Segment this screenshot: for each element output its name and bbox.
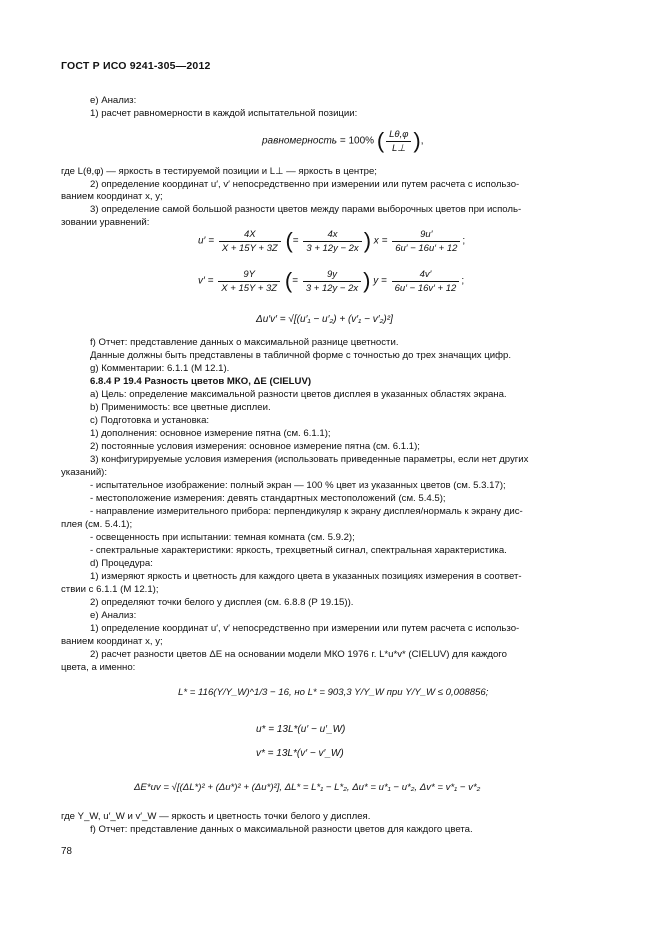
text-line: ванием координат x, y;: [61, 191, 163, 202]
text-line: - спектральные характеристики: яркость, трехцветный сигнал, спектральная характеристика.: [90, 545, 507, 556]
text-line: b) Применимость: все цветные дисплеи.: [90, 402, 271, 413]
formula-text: x =: [373, 235, 388, 247]
text-line: e) Анализ:: [90, 610, 137, 621]
text-line: плея (см. 5.4.1);: [61, 519, 133, 530]
formula-text: 3 + 12y − 2x: [305, 282, 359, 294]
text-line: 2) определение координат u′, v′ непосредственно при измерении или путем расчета с использо-: [90, 179, 520, 190]
formula-text: Lθ,φ: [386, 129, 411, 142]
text-line: 1) измеряют яркость и цветность для каждого цвета в указанных позициях измерения в соответ-: [90, 571, 522, 582]
text-line: указаний):: [61, 467, 108, 478]
formula-text: X + 15Y + 3Z: [221, 242, 278, 254]
text-line: 3) конфигурируемые условия измерения (использовать приведенные параметры, если нет других: [90, 454, 529, 465]
formula-delta-uv: Δu′v′ = √[(u′₁ − u′₂) + (v′₁ − v′₂)²]: [256, 314, 393, 325]
text-line: - освещенность при испытании: темная комната (см. 5.9.2);: [90, 532, 355, 543]
text-line: зовании уравнений:: [61, 217, 150, 228]
formula-text: 4X: [219, 229, 281, 242]
document-header: ГОСТ Р ИСО 9241-305—2012: [61, 60, 211, 72]
formula-text: L⊥: [392, 142, 406, 154]
text-line: 1) дополнения: основное измерение пятна (см. 6.1.1);: [90, 428, 331, 439]
text-line: a) Цель: определение максимальной разности цветов дисплея в указанных областях экрана.: [90, 389, 507, 400]
text-line: 2) постоянные условия измерения: основное измерение пятна (см. 6.1.1);: [90, 441, 420, 452]
formula-text: v′ =: [198, 275, 214, 287]
formula-u-prime: u′ = $\frac{4X}{X + 15Y + 3Z}$ (= $\frac{4x}{3 + 12y - 2x}$ ) x = $\frac{9u'}{6u' - 16u' + 12}$ ;: [198, 228, 466, 254]
text-line: ствии с 6.1.1 (М 12.1);: [61, 584, 159, 595]
formula-text: = 100%: [339, 135, 375, 147]
formula-text: y =: [373, 275, 387, 287]
text-line: 3) определение самой большой разности цветов между парами выборочных цветов при исполь-: [90, 204, 522, 215]
formula-text: равномерность: [262, 135, 338, 147]
formula-text: 9y: [303, 269, 361, 282]
formula-text: 9Y: [218, 269, 280, 282]
text-line: - направление измерительного прибора: перпендикуляр к экрану дисплея/нормаль к экрану дис-: [90, 506, 523, 517]
formula-text: u′ =: [198, 235, 215, 247]
formula-delta-e: ΔE*uv = √[(ΔL*)² + (Δu*)² + (Δu*)²], ΔL* = L*₁ − L*₂, Δu* = u*₁ − u*₂, Δv* = v*₁ − v*₂: [134, 782, 481, 793]
text-line: 1) расчет равномерности в каждой испытательной позиции:: [90, 108, 358, 119]
text-line: где Y_W, u′_W и v′_W — яркость и цветность точки белого у дисплея.: [61, 811, 371, 822]
formula-text: 4x: [303, 229, 361, 242]
section-heading: 6.8.4 Р 19.4 Разность цветов МКО, ΔE (CIELUV): [90, 376, 312, 387]
text-line: где L(θ,φ) — яркость в тестируемой позиции и L⊥ — яркость в центре;: [61, 166, 377, 177]
text-line: - испытательное изображение: полный экран — 100 % цвет из указанных цветов (см. 5.3.17);: [90, 480, 506, 491]
formula-text: 6u′ − 16v′ + 12: [394, 282, 457, 294]
text-line: цвета, а именно:: [61, 662, 136, 673]
text-line: 2) расчет разности цветов ΔE на основании модели МКО 1976 г. L*u*v* (CIELUV) для каждого: [90, 649, 507, 660]
page-number: 78: [61, 846, 72, 857]
formula-text: 4v′: [392, 269, 460, 282]
formula-text: 3 + 12y − 2x: [306, 242, 359, 254]
formula-v-prime: v′ = $\frac{9Y}{X + 15Y + 3Z}$ (= $\frac{9y}{3 + 12y - 2x}$ ) y = $\frac{4v'}{6u' - 16v' + 12}$ ;: [198, 268, 465, 294]
text-line: e) Анализ:: [90, 95, 137, 106]
formula-uniformity: равномерность = 100% ( $\frac{L\theta,\varphi}{L\perp}$ ),: [262, 128, 424, 154]
text-line: ванием координат x, y;: [61, 636, 163, 647]
formula-text: 6u′ − 16u′ + 12: [395, 242, 458, 254]
text-line: g) Комментарии: 6.1.1 (М 12.1).: [90, 363, 230, 374]
formula-text: 9u′: [392, 229, 460, 242]
text-line: 1) определение координат u′, v′ непосредственно при измерении или путем расчета с использо-: [90, 623, 520, 634]
formula-vstar: v* = 13L*(v′ − v′_W): [256, 748, 344, 759]
formula-ustar: u* = 13L*(u′ − u′_W): [256, 724, 346, 735]
formula-lstar: L* = 116(Y/Y_W)^1/3 − 16, но L* = 903,3 Y/Y_W при Y/Y_W ≤ 0,008856;: [178, 687, 489, 698]
text-line: c) Подготовка и установка:: [90, 415, 210, 426]
text-line: f) Отчет: представление данных о максимальной разности цветов для каждого цвета.: [90, 824, 473, 835]
text-line: d) Процедура:: [90, 558, 153, 569]
text-line: f) Отчет: представление данных о максимальной разнице цветности.: [90, 337, 399, 348]
text-line: - местоположение измерения: девять стандартных местоположений (см. 5.4.5);: [90, 493, 446, 504]
formula-text: X + 15Y + 3Z: [221, 282, 278, 294]
text-line: 2) определяют точки белого у дисплея (см. 6.8.8 (Р 19.15)).: [90, 597, 354, 608]
text-line: Данные должны быть представлены в табличной форме с точностью до трех значащих цифр.: [90, 350, 512, 361]
